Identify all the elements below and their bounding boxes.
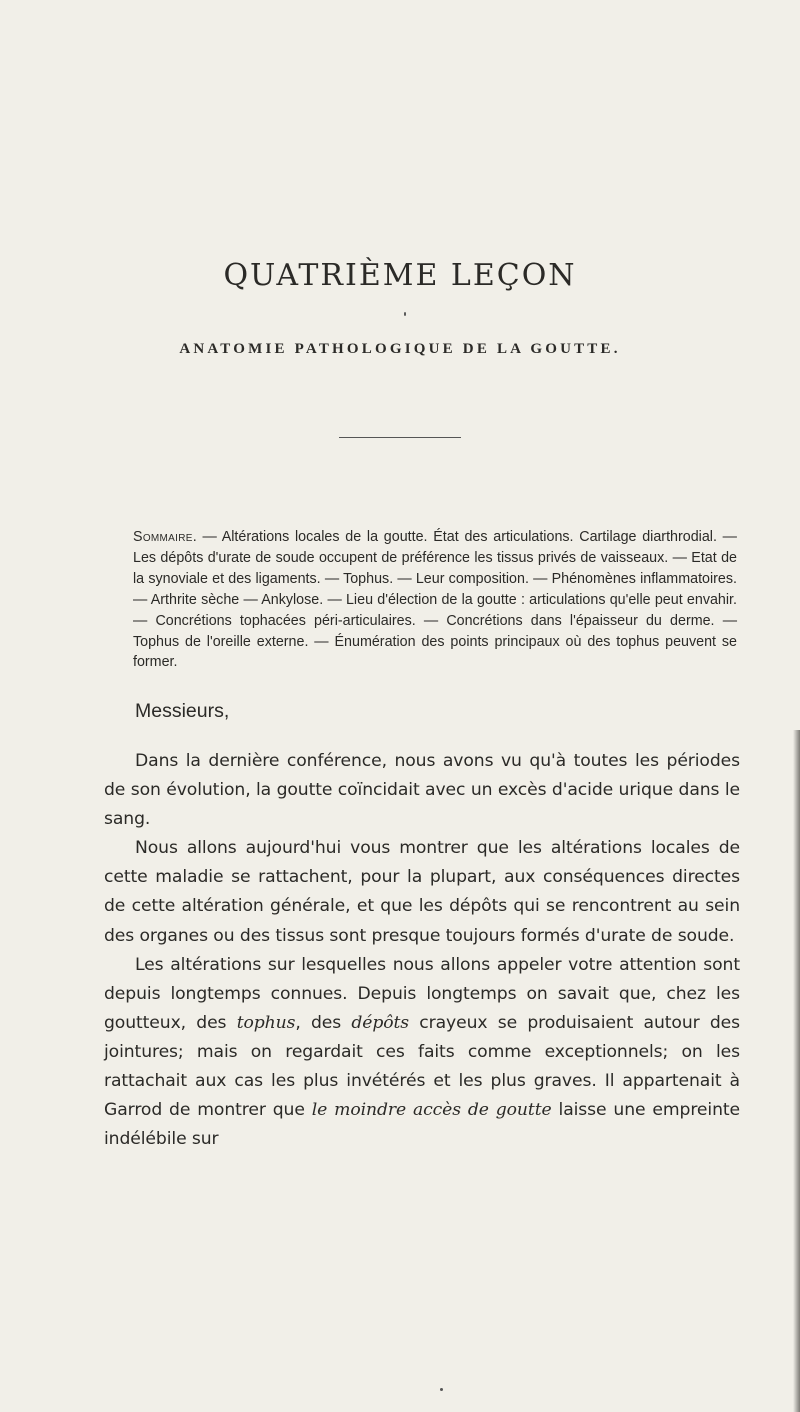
summary-text: Altérations locales de la goutte. État des articulations. Cartilage diarthrodial. — Les dépôts d'urate de soude occupent de préférence les tissus privés de vaisseaux. — Etat de la synoviale et des ligaments. — Tophus. — Leur composition. — Phénomènes inflammatoires. — Arthrite sèche — Ankylose. — Lieu d'élection de la goutte : articulations qu'elle peut envahir. — Concrétions tophacées péri-articulaires. — Concrétions dans l'épaisseur du derme. — Tophus de l'oreille externe. — Énumération des points principaux où des tophus peuvent se former.	[133, 529, 737, 671]
chapter-title: QUATRIÈME LEÇON	[223, 258, 577, 293]
summary-label: Sommaire	[133, 529, 193, 545]
italic-term-depots: dépôts	[351, 1012, 410, 1033]
page-edge-shadow	[793, 730, 800, 1412]
paragraph-3-text-1: Les altérations sur lesquelles nous allons appeler votre attention sont depuis longtemps connues. Depuis longtemps on savait que, chez les goutteux, des	[104, 954, 740, 1033]
paragraph-3-text-4: laisse une empreinte indélébile sur	[104, 1100, 740, 1150]
italic-term-tophus: tophus	[236, 1012, 296, 1033]
lecture-body	[104, 747, 740, 1154]
chapter-subtitle: ANATOMIE PATHOLOGIQUE DE LA GOUTTE.	[179, 341, 621, 357]
paragraph-3-text-3: crayeux se produisaient autour des jointures; mais on regardait ces faits comme exceptionnels; on les rattachait aux cas les plus invétérés et les plus graves. Il appartenait à Garrod de montrer que	[104, 1012, 740, 1121]
italic-phrase-moindre-acces: le moindre accès de goutte	[311, 1100, 552, 1121]
paragraph-2: Nous allons aujourd'hui vous montrer que les altérations locales de cette maladie se rattachent, pour la plupart, aux conséquences directes de cette altération générale, et que les dépôts qui se rencontrent au sein des organes ou des tissus sont presque toujours formés d'urate de soude.	[104, 838, 740, 946]
chapter-summary	[133, 527, 737, 673]
ink-speck	[440, 1388, 443, 1391]
paragraph-3	[104, 951, 740, 1155]
salutation: Messieurs,	[135, 700, 230, 722]
summary-separator: . —	[192, 529, 222, 545]
paragraph-3-text-2: , des	[295, 1012, 352, 1033]
ink-speck	[404, 312, 406, 316]
separator-rule	[339, 437, 461, 438]
paragraph-1: Dans la dernière conférence, nous avons vu qu'à toutes les périodes de son évolution, la goutte coïncidait avec un excès d'acide urique dans le sang.	[104, 751, 740, 830]
